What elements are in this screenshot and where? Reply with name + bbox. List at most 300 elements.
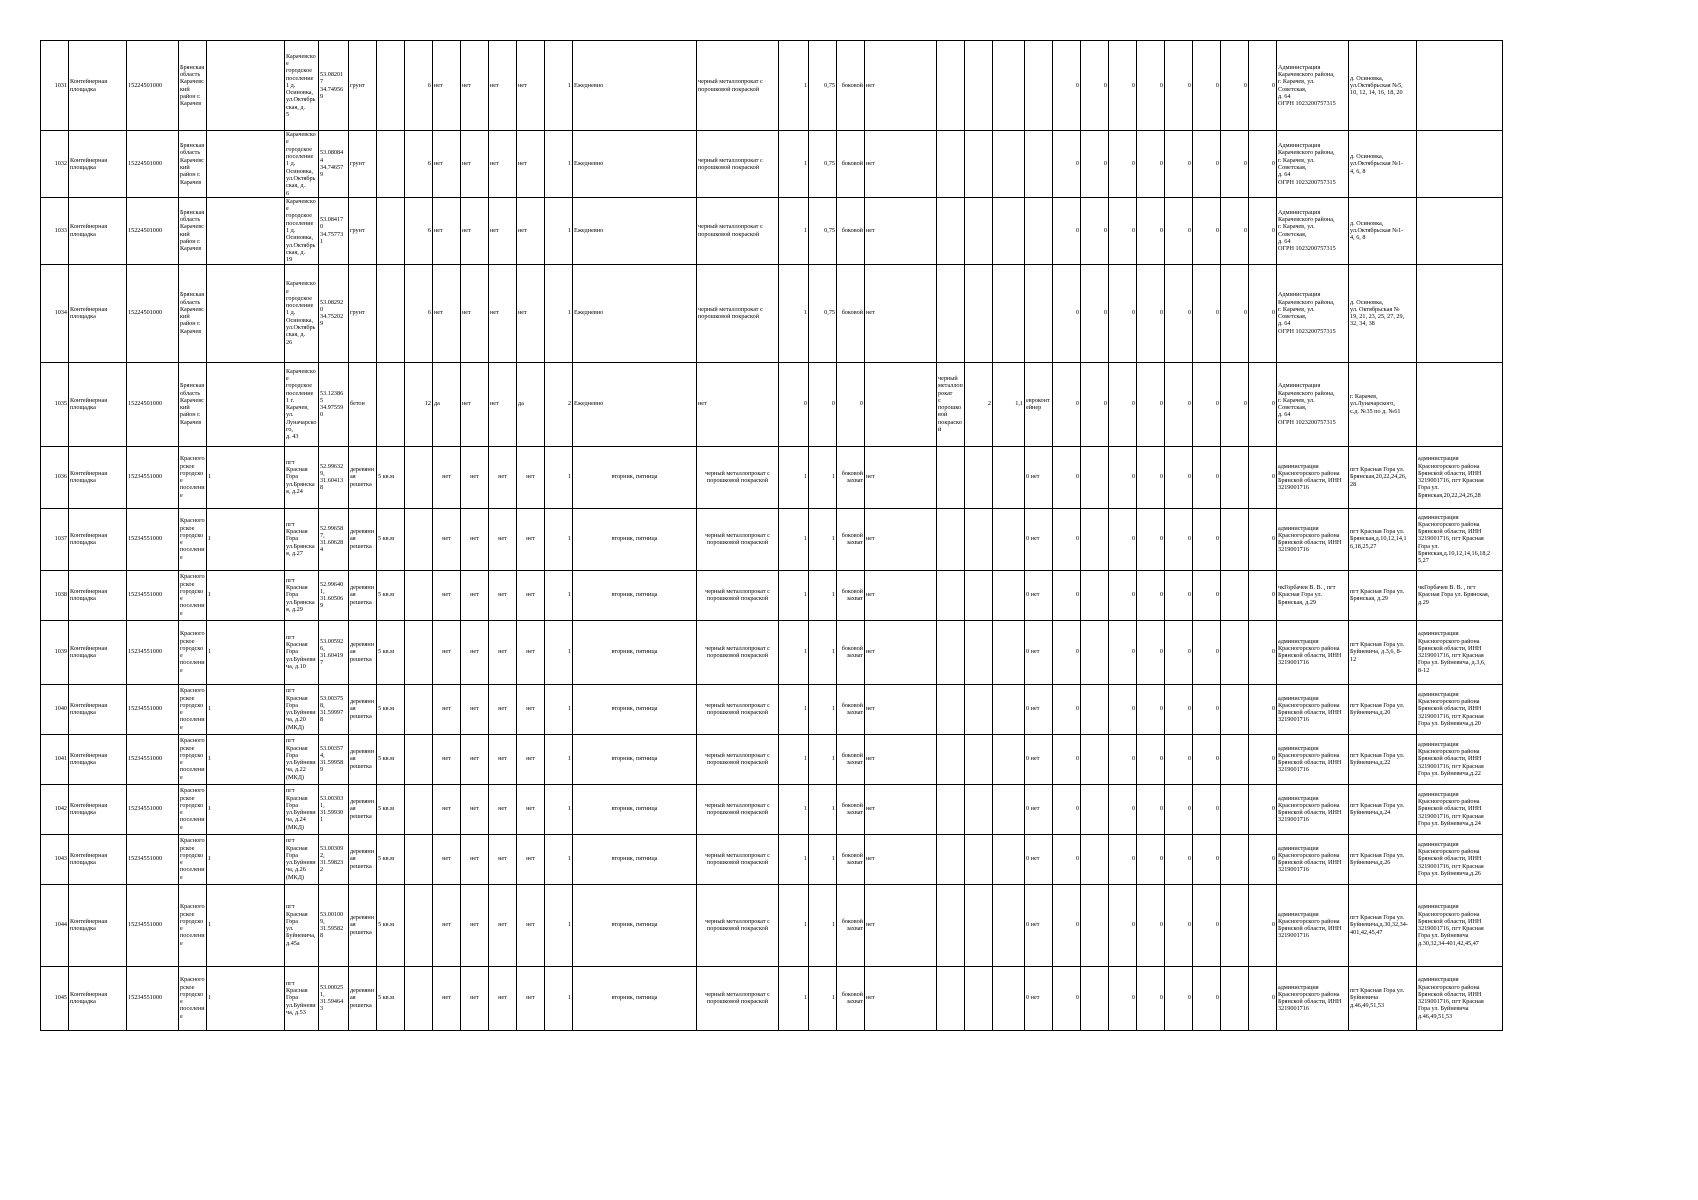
cell-extra-count — [965, 684, 993, 734]
cell-extra-col: нет — [865, 264, 937, 362]
cell-col10 — [405, 570, 433, 620]
cell-c27: 0 — [1081, 131, 1109, 198]
cell-col12: нет — [461, 784, 489, 834]
cell-col12: нет — [461, 446, 489, 508]
cell-coords: 53.08292 0 34.75202 9 — [319, 264, 349, 362]
cell-address: пгт Красная Гора ул.Буйневича, д.24 (МКД) — [285, 784, 319, 834]
cell-owner2: администрация Красногорского района Брянской области, ИНН 3219001716, пгт Красная Гора ул. Буйневича д.30,32,34-401,42,45,47 — [1417, 884, 1503, 966]
cell-c30: 0 — [1165, 620, 1193, 684]
cell-c29: 0 — [1137, 966, 1165, 1030]
cell-c32 — [1221, 784, 1249, 834]
cell-extra-col: нет — [865, 884, 937, 966]
cell-count: 1 — [779, 41, 809, 131]
cell-c26: 0 — [1053, 784, 1081, 834]
cell-c33: 0 — [1249, 884, 1277, 966]
cell-type: Контейнерная площадка — [69, 834, 127, 884]
cell-extra-loading: 0 нет — [1025, 884, 1053, 966]
cell-schedule: вторник, пятница — [573, 508, 697, 570]
cell-sources: пгт Красная Гора ул. Буйневича, д.3,6, 8- 12 — [1349, 620, 1417, 684]
cell-col11: нет — [433, 784, 461, 834]
cell-owner2: администрация Красногорского района Брянской области, ИНН 3219001716, пгт Красная Гора ул. Буйневича,д.24 — [1417, 784, 1503, 834]
cell-extra-count: 2 — [965, 362, 993, 446]
cell-col13: нет — [489, 966, 517, 1030]
cell-num: 1039 — [41, 620, 69, 684]
cell-owner: администрация Красногорского района Брянской области, ИНН 3219001716 — [1277, 446, 1349, 508]
cell-col10: 6 — [405, 131, 433, 198]
cell-extra-material — [937, 784, 965, 834]
cell-c26: 0 — [1053, 834, 1081, 884]
cell-c26: 0 — [1053, 446, 1081, 508]
cell-c27 — [1081, 570, 1109, 620]
cell-num: 1043 — [41, 834, 69, 884]
cell-volume: 1 — [809, 884, 837, 966]
cell-extra-col: нет — [865, 446, 937, 508]
cell-col14: нет — [517, 570, 545, 620]
cell-type: Контейнерная площадка — [69, 784, 127, 834]
cell-c33: 0 — [1249, 734, 1277, 784]
cell-region: Красногорское городское поселение — [179, 508, 207, 570]
cell-c33: 0 — [1249, 834, 1277, 884]
cell-col10 — [405, 884, 433, 966]
cell-col12: нет — [461, 508, 489, 570]
cell-c26: 0 — [1053, 508, 1081, 570]
cell-x1 — [207, 41, 285, 131]
cell-surface: бетон — [349, 362, 377, 446]
cell-schedule: вторник, пятница — [573, 620, 697, 684]
cell-surface: грунт — [349, 197, 377, 264]
cell-owner: Администрация Карачевского района, г. Карачев, ул. Советская, д. 64 ОГРН 1023200757315 — [1277, 131, 1349, 198]
cell-extra-count — [965, 620, 993, 684]
cell-type: Контейнерная площадка — [69, 508, 127, 570]
cell-extra-material — [937, 966, 965, 1030]
cell-extra-material — [937, 734, 965, 784]
cell-extra-material — [937, 131, 965, 198]
cell-col14: нет — [517, 131, 545, 198]
cell-extra-loading: 0 нет — [1025, 784, 1053, 834]
cell-area: 5 кв.м — [377, 684, 405, 734]
cell-region: Брянская область Карачевский район г. Карачев — [179, 41, 207, 131]
cell-address: Карачевское городское поселение 1 д. Осиновка, ул.Октябрьская, д. 26 — [285, 264, 319, 362]
cell-material: черный металлопрокат с порошковой покраской — [697, 197, 779, 264]
cell-c29: 0 — [1137, 734, 1165, 784]
cell-c31: 0 — [1193, 570, 1221, 620]
cell-col10 — [405, 966, 433, 1030]
cell-surface: деревянная решетка — [349, 684, 377, 734]
cell-surface: деревянная решетка — [349, 570, 377, 620]
cell-extra-loading: 0 нет — [1025, 734, 1053, 784]
cell-extra-volume — [993, 508, 1025, 570]
cell-extra-count — [965, 570, 993, 620]
cell-surface: деревянная решетка — [349, 620, 377, 684]
cell-col13: нет — [489, 41, 517, 131]
cell-c29: 0 — [1137, 41, 1165, 131]
cell-col11: да — [433, 362, 461, 446]
cell-count: 1 — [779, 784, 809, 834]
cell-oktmo: 15234551000 — [127, 784, 179, 834]
cell-extra-volume — [993, 966, 1025, 1030]
cell-sources: пгт Красная Гора ул. Буйневича,д.20 — [1349, 684, 1417, 734]
cell-owner2 — [1417, 131, 1503, 198]
cell-col13: нет — [489, 362, 517, 446]
table-row — [41, 966, 1503, 1030]
cell-x1: 1 — [207, 884, 285, 966]
cell-col15: 1 — [545, 966, 573, 1030]
cell-extra-material — [937, 834, 965, 884]
cell-oktmo: 15224501000 — [127, 197, 179, 264]
cell-col12: нет — [461, 684, 489, 734]
cell-coords: 53.08201 7 34.74956 9 — [319, 41, 349, 131]
cell-c33: 0 — [1249, 131, 1277, 198]
cell-extra-material — [937, 684, 965, 734]
cell-c32 — [1221, 684, 1249, 734]
cell-coords: 53.00592 6, 31.60419 7 — [319, 620, 349, 684]
cell-c29: 0 — [1137, 362, 1165, 446]
cell-area: 5 кв.м — [377, 834, 405, 884]
cell-c26: 0 — [1053, 734, 1081, 784]
cell-owner: администрация Красногорского района Брянской области, ИНН 3219001716 — [1277, 684, 1349, 734]
cell-owner2 — [1417, 197, 1503, 264]
cell-x1: 1 — [207, 784, 285, 834]
cell-schedule: Ежедневно — [573, 362, 697, 446]
cell-col10 — [405, 508, 433, 570]
cell-extra-volume: 1,1 — [993, 362, 1025, 446]
cell-oktmo: 15234551000 — [127, 884, 179, 966]
cell-c33: 0 — [1249, 684, 1277, 734]
cell-schedule: вторник, пятница — [573, 570, 697, 620]
cell-c28: 0 — [1109, 197, 1137, 264]
cell-c31: 0 — [1193, 197, 1221, 264]
cell-type: Контейнерная площадка — [69, 41, 127, 131]
cell-c27: 0 — [1081, 362, 1109, 446]
cell-volume: 1 — [809, 570, 837, 620]
cell-col12: нет — [461, 41, 489, 131]
cell-c28: 0 — [1109, 684, 1137, 734]
cell-extra-volume — [993, 684, 1025, 734]
cell-col12: нет — [461, 834, 489, 884]
cell-surface: деревянная решетка — [349, 834, 377, 884]
cell-owner: Администрация Карачевского района, г. Карачев, ул. Советская, д. 64 ОГРН 1023200757315 — [1277, 197, 1349, 264]
cell-surface: грунт — [349, 131, 377, 198]
cell-col14: нет — [517, 684, 545, 734]
cell-col12: нет — [461, 734, 489, 784]
cell-area: 5 кв.м — [377, 734, 405, 784]
cell-c30: 0 — [1165, 264, 1193, 362]
cell-type: Контейнерная площадка — [69, 884, 127, 966]
cell-surface: грунт — [349, 41, 377, 131]
cell-owner: чкГорбачев В. В. , пгт Красная Гора ул. Брянская, д.29 — [1277, 570, 1349, 620]
cell-c26: 0 — [1053, 362, 1081, 446]
cell-type: Контейнерная площадка — [69, 131, 127, 198]
cell-col12: нет — [461, 131, 489, 198]
cell-c27 — [1081, 684, 1109, 734]
cell-extra-col: нет — [865, 834, 937, 884]
cell-oktmo: 15224501000 — [127, 362, 179, 446]
cell-c30: 0 — [1165, 784, 1193, 834]
cell-count: 1 — [779, 264, 809, 362]
cell-c28: 0 — [1109, 508, 1137, 570]
cell-surface: деревянная решетка — [349, 508, 377, 570]
cell-col15: 1 — [545, 264, 573, 362]
cell-schedule: вторник, пятница — [573, 684, 697, 734]
cell-extra-loading — [1025, 41, 1053, 131]
cell-num: 1031 — [41, 41, 69, 131]
cell-c32: 0 — [1221, 362, 1249, 446]
cell-type: Контейнерная площадка — [69, 570, 127, 620]
cell-c32 — [1221, 570, 1249, 620]
cell-count: 1 — [779, 197, 809, 264]
cell-area — [377, 131, 405, 198]
cell-col15: 1 — [545, 131, 573, 198]
cell-col15: 1 — [545, 570, 573, 620]
cell-volume: 1 — [809, 508, 837, 570]
cell-coords: 53.00025 1, 31.59464 3 — [319, 966, 349, 1030]
cell-col11: нет — [433, 734, 461, 784]
cell-owner2: администрация Красногорского района Брянской области, ИНН 3219001716, пгт Красная Гора ул. Буйневича,д.26 — [1417, 834, 1503, 884]
cell-coords: 52.99632 9, 31.60413 8 — [319, 446, 349, 508]
cell-address: пгт Красная Гора ул.Буйневича, д.10 — [285, 620, 319, 684]
cell-extra-material — [937, 41, 965, 131]
cell-c29: 0 — [1137, 264, 1165, 362]
cell-c26: 0 — [1053, 966, 1081, 1030]
cell-extra-material — [937, 508, 965, 570]
cell-oktmo: 15234551000 — [127, 966, 179, 1030]
cell-col12: нет — [461, 570, 489, 620]
cell-extra-count — [965, 784, 993, 834]
cell-oktmo: 15234551000 — [127, 734, 179, 784]
cell-schedule: вторник, пятница — [573, 446, 697, 508]
cell-x1: 1 — [207, 446, 285, 508]
cell-loading: боковой захват — [837, 446, 865, 508]
cell-col10: 6 — [405, 197, 433, 264]
cell-sources: д. Осиновка, ул. Октябрьская № 19, 21, 23, 25, 27, 29, 32, 34, 38 — [1349, 264, 1417, 362]
cell-area — [377, 362, 405, 446]
cell-col15: 1 — [545, 197, 573, 264]
cell-owner: администрация Красногорского района Брянской области, ИНН 3219001716 — [1277, 834, 1349, 884]
cell-count: 1 — [779, 884, 809, 966]
cell-area: 5 кв.м — [377, 884, 405, 966]
cell-area: 5 кв.м — [377, 570, 405, 620]
cell-x1 — [207, 362, 285, 446]
cell-c33: 0 — [1249, 508, 1277, 570]
cell-num: 1038 — [41, 570, 69, 620]
cell-extra-count — [965, 508, 993, 570]
cell-coords: 52.99658 7, 31.60628 4 — [319, 508, 349, 570]
cell-extra-volume — [993, 446, 1025, 508]
cell-col12: нет — [461, 966, 489, 1030]
cell-sources: д. Осиновка, ул.Октябрьская №1- 4, 6, 8 — [1349, 131, 1417, 198]
cell-num: 1044 — [41, 884, 69, 966]
cell-sources: д. Осиновка, ул.Октябрьская №1- 4, 6, 8 — [1349, 197, 1417, 264]
cell-volume: 1 — [809, 734, 837, 784]
cell-address: Карачевское городское поселение 1 д. Осиновка, ул.Октябрьская, д. 19 — [285, 197, 319, 264]
cell-surface: грунт — [349, 264, 377, 362]
cell-col10: 6 — [405, 41, 433, 131]
cell-coords: 53.00357 4, 31.59958 9 — [319, 734, 349, 784]
cell-c30: 0 — [1165, 734, 1193, 784]
cell-owner: Администрация Карачевского района, г. Карачев, ул. Советская, д. 64 ОГРН 1023200757315 — [1277, 362, 1349, 446]
cell-area: 5 кв.м — [377, 508, 405, 570]
cell-sources: г. Карачев, ул.Луначарского, с.д. №35 по д. №61 — [1349, 362, 1417, 446]
cell-loading: боковой захват — [837, 570, 865, 620]
cell-col10: 12 — [405, 362, 433, 446]
cell-loading: боковой захват — [837, 966, 865, 1030]
cell-address: Карачевское городское поселение 1 д. Осиновка, ул.Октябрьская, д. 6 — [285, 131, 319, 198]
cell-c30: 0 — [1165, 131, 1193, 198]
cell-extra-count — [965, 884, 993, 966]
cell-c29: 0 — [1137, 446, 1165, 508]
cell-x1 — [207, 131, 285, 198]
cell-c26: 0 — [1053, 131, 1081, 198]
cell-col14: нет — [517, 41, 545, 131]
cell-owner: администрация Красногорского района Брянской области, ИНН 3219001716 — [1277, 966, 1349, 1030]
cell-volume: 0,75 — [809, 264, 837, 362]
cell-col11: нет — [433, 264, 461, 362]
table-body — [41, 41, 1503, 1031]
cell-region: Красногорское городское поселение — [179, 784, 207, 834]
cell-extra-col: нет — [865, 684, 937, 734]
cell-owner: администрация Красногорского района Брянской области, ИНН 3219001716 — [1277, 784, 1349, 834]
cell-oktmo: 15234551000 — [127, 684, 179, 734]
cell-schedule: вторник, пятница — [573, 834, 697, 884]
cell-c31: 0 — [1193, 784, 1221, 834]
cell-type: Контейнерная площадка — [69, 362, 127, 446]
cell-owner: Администрация Карачевского района, г. Карачев, ул. Советская, д. 64 ОГРН 1023200757315 — [1277, 264, 1349, 362]
table-row — [41, 620, 1503, 684]
cell-extra-count — [965, 966, 993, 1030]
cell-extra-loading — [1025, 264, 1053, 362]
cell-col12: нет — [461, 884, 489, 966]
cell-col13: нет — [489, 684, 517, 734]
cell-type: Контейнерная площадка — [69, 966, 127, 1030]
cell-col15: 1 — [545, 620, 573, 684]
cell-volume: 0,75 — [809, 131, 837, 198]
cell-owner: администрация Красногорского района Брянской области, ИНН 3219001716 — [1277, 620, 1349, 684]
cell-region: Брянская область Карачевский район г. Карачев — [179, 264, 207, 362]
cell-num: 1033 — [41, 197, 69, 264]
cell-c28: 0 — [1109, 966, 1137, 1030]
cell-extra-loading: 0 нет — [1025, 508, 1053, 570]
cell-col15: 1 — [545, 446, 573, 508]
container-sites-table — [40, 40, 1503, 1031]
cell-area — [377, 197, 405, 264]
table-row — [41, 784, 1503, 834]
cell-count: 1 — [779, 966, 809, 1030]
cell-c26: 0 — [1053, 197, 1081, 264]
cell-x1: 1 — [207, 620, 285, 684]
cell-address: пгт Красная Гора ул.Буйневича, д.20 (МКД) — [285, 684, 319, 734]
cell-col13: нет — [489, 570, 517, 620]
cell-extra-count — [965, 197, 993, 264]
cell-col13: нет — [489, 197, 517, 264]
cell-col13: нет — [489, 834, 517, 884]
cell-address: пгт Красная Гора ул. Буйневича, д.45а — [285, 884, 319, 966]
cell-c33: 0 — [1249, 784, 1277, 834]
cell-c27: 0 — [1081, 197, 1109, 264]
cell-loading: боковой — [837, 197, 865, 264]
cell-sources: пгт Красная Гора ул. Буйневича,д.30,32,34- 401,42,45,47 — [1349, 884, 1417, 966]
cell-volume: 1 — [809, 834, 837, 884]
cell-owner2: администрация Красногорского района Брянской области, ИНН 3219001716, пгт Красная Гора ул. Буйневича д.46,49,51,53 — [1417, 966, 1503, 1030]
cell-extra-loading: 0 нет — [1025, 966, 1053, 1030]
cell-c27 — [1081, 508, 1109, 570]
cell-num: 1032 — [41, 131, 69, 198]
cell-c28: 0 — [1109, 884, 1137, 966]
cell-extra-col: нет — [865, 734, 937, 784]
cell-sources: пгт Красная Гора ул. Брянская,20,22,24,26, 28 — [1349, 446, 1417, 508]
cell-material: черный металлопрокат с порошковой покраской — [697, 834, 779, 884]
cell-count: 1 — [779, 508, 809, 570]
cell-volume: 1 — [809, 684, 837, 734]
cell-address: Карачевское городское поселение 1 д. Осиновка, ул.Октябрьская, д. 5 — [285, 41, 319, 131]
table-row — [41, 264, 1503, 362]
cell-c26: 0 — [1053, 570, 1081, 620]
cell-c27 — [1081, 884, 1109, 966]
cell-col14: нет — [517, 734, 545, 784]
cell-c32: 0 — [1221, 41, 1249, 131]
cell-owner: администрация Красногорского района Брянской области, ИНН 3219001716 — [1277, 734, 1349, 784]
cell-c33: 0 — [1249, 620, 1277, 684]
cell-c32 — [1221, 446, 1249, 508]
cell-region: Брянская область Карачевский район г. Карачев — [179, 197, 207, 264]
cell-material: черный металлопрокат с порошковой покраской — [697, 41, 779, 131]
cell-extra-col: нет — [865, 620, 937, 684]
cell-col14: нет — [517, 446, 545, 508]
cell-type: Контейнерная площадка — [69, 197, 127, 264]
cell-loading: боковой — [837, 41, 865, 131]
cell-c30: 0 — [1165, 884, 1193, 966]
cell-address: пгт Красная Гора ул.Буйневича, д.26 (МКД) — [285, 834, 319, 884]
cell-region: Красногорское городское поселение — [179, 834, 207, 884]
cell-col14: нет — [517, 264, 545, 362]
cell-sources: пгт Красная Гора ул. Буйневича д.46,49,51,53 — [1349, 966, 1417, 1030]
cell-surface: деревянная решетка — [349, 884, 377, 966]
cell-c29: 0 — [1137, 884, 1165, 966]
cell-c32 — [1221, 620, 1249, 684]
cell-col13: нет — [489, 784, 517, 834]
cell-c29: 0 — [1137, 508, 1165, 570]
cell-region: Красногорское городское поселение — [179, 620, 207, 684]
cell-type: Контейнерная площадка — [69, 734, 127, 784]
table-row — [41, 446, 1503, 508]
cell-type: Контейнерная площадка — [69, 264, 127, 362]
cell-owner2 — [1417, 362, 1503, 446]
cell-extra-col — [865, 362, 937, 446]
cell-loading: боковой захват — [837, 508, 865, 570]
cell-c33: 0 — [1249, 41, 1277, 131]
cell-col13: нет — [489, 508, 517, 570]
cell-sources: пгт Красная Гора ул. Брянская, д.29 — [1349, 570, 1417, 620]
cell-col15: 1 — [545, 884, 573, 966]
table-row — [41, 131, 1503, 198]
cell-extra-volume — [993, 620, 1025, 684]
cell-c28: 0 — [1109, 570, 1137, 620]
cell-extra-count — [965, 131, 993, 198]
cell-col11: нет — [433, 131, 461, 198]
cell-sources: д. Осиновка, ул.Октябрьская №5, 10, 12, 14, 16, 18, 20 — [1349, 41, 1417, 131]
cell-c27: 0 — [1081, 41, 1109, 131]
cell-x1: 1 — [207, 684, 285, 734]
cell-c29: 0 — [1137, 620, 1165, 684]
cell-num: 1041 — [41, 734, 69, 784]
cell-region: Красногорское городское поселение — [179, 884, 207, 966]
cell-c33: 0 — [1249, 264, 1277, 362]
cell-col12: нет — [461, 197, 489, 264]
cell-extra-loading: евроконтейнер — [1025, 362, 1053, 446]
cell-area — [377, 41, 405, 131]
cell-c29: 0 — [1137, 834, 1165, 884]
cell-extra-material — [937, 884, 965, 966]
cell-num: 1035 — [41, 362, 69, 446]
